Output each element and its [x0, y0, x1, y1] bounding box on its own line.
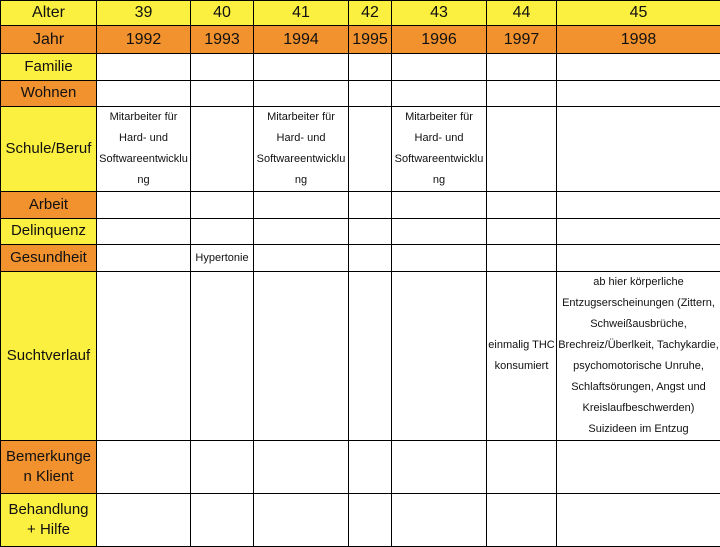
row-label-line: + Hilfe — [1, 520, 96, 540]
empty-cell — [349, 54, 392, 81]
cell-line: Hard- und — [97, 128, 190, 149]
row-label-line: Behandlung — [1, 500, 96, 520]
familie-row — [1, 54, 720, 81]
empty-cell — [487, 192, 557, 219]
arbeit-row — [1, 192, 720, 219]
empty-cell — [557, 219, 720, 245]
sucht-cell-1998 — [557, 272, 720, 441]
cell-line: ab hier körperliche — [557, 272, 720, 293]
empty-cell — [557, 54, 720, 81]
empty-cell — [392, 272, 487, 441]
cell-line: konsumiert — [487, 356, 556, 377]
jahr-label: Jahr — [1, 26, 97, 54]
wohnen-row — [1, 81, 720, 107]
empty-cell — [254, 81, 349, 107]
cell-line: Hard- und — [392, 128, 486, 149]
empty-cell — [191, 219, 254, 245]
empty-cell — [557, 192, 720, 219]
age-cell: 45 — [557, 1, 720, 26]
empty-cell — [191, 81, 254, 107]
cell-line: Softwareentwicklu — [97, 149, 190, 170]
empty-cell — [191, 107, 254, 192]
empty-cell — [97, 245, 191, 272]
empty-cell — [254, 245, 349, 272]
row-label-gesundheit: Gesundheit — [1, 245, 97, 272]
empty-cell — [392, 54, 487, 81]
empty-cell — [191, 192, 254, 219]
empty-cell — [254, 54, 349, 81]
empty-cell — [557, 494, 720, 547]
cell-line: Softwareentwicklu — [392, 149, 486, 170]
age-cell: 39 — [97, 1, 191, 26]
empty-cell — [557, 107, 720, 192]
cell-line: Schweißausbrüche, — [557, 314, 720, 335]
bemerkungen-row — [1, 441, 720, 494]
row-label-wohnen: Wohnen — [1, 81, 97, 107]
cell-line: einmalig THC — [487, 335, 556, 356]
empty-cell — [191, 54, 254, 81]
row-label-line: n Klient — [1, 467, 96, 487]
alter-row — [1, 1, 720, 26]
cell-line: Softwareentwicklu — [254, 149, 348, 170]
age-cell: 42 — [349, 1, 392, 26]
empty-cell — [254, 441, 349, 494]
empty-cell — [254, 219, 349, 245]
cell-line: Mitarbeiter für — [392, 107, 486, 128]
row-label-behandlung — [1, 494, 97, 547]
empty-cell — [349, 272, 392, 441]
year-cell: 1994 — [254, 26, 349, 54]
age-cell: 40 — [191, 1, 254, 26]
cell-line: ng — [392, 170, 486, 191]
suchtverlauf-row — [1, 272, 720, 441]
schule-cell-1994 — [254, 107, 349, 192]
year-cell: 1998 — [557, 26, 720, 54]
row-label-line: Bemerkunge — [1, 447, 96, 467]
cell-line: ng — [97, 170, 190, 191]
delinquenz-row — [1, 219, 720, 245]
empty-cell — [392, 441, 487, 494]
empty-cell — [392, 81, 487, 107]
row-label-delinquenz: Delinquenz — [1, 219, 97, 245]
cell-line: Suizideen im Entzug — [557, 419, 720, 440]
empty-cell — [97, 272, 191, 441]
sucht-cell-1997 — [487, 272, 557, 441]
cell-line: Kreislaufbeschwerden) — [557, 398, 720, 419]
cell-line: Mitarbeiter für — [97, 107, 190, 128]
year-cell: 1996 — [392, 26, 487, 54]
empty-cell — [557, 81, 720, 107]
empty-cell — [97, 494, 191, 547]
empty-cell — [254, 272, 349, 441]
cell-line: Entzugserscheinungen (Zittern, — [557, 293, 720, 314]
empty-cell — [191, 272, 254, 441]
empty-cell — [254, 192, 349, 219]
empty-cell — [392, 494, 487, 547]
year-cell: 1993 — [191, 26, 254, 54]
empty-cell — [97, 54, 191, 81]
empty-cell — [557, 245, 720, 272]
empty-cell — [349, 219, 392, 245]
empty-cell — [97, 441, 191, 494]
empty-cell — [392, 192, 487, 219]
cell-line: ng — [254, 170, 348, 191]
gesundheit-cell-1993: Hypertonie — [191, 245, 254, 272]
cell-line: psychomotorische Unruhe, — [557, 356, 720, 377]
row-label-arbeit: Arbeit — [1, 192, 97, 219]
row-label-suchtverlauf: Suchtverlauf — [1, 272, 97, 441]
jahr-row — [1, 26, 720, 54]
year-cell: 1995 — [349, 26, 392, 54]
empty-cell — [487, 441, 557, 494]
schule-cell-1996 — [392, 107, 487, 192]
empty-cell — [349, 245, 392, 272]
row-label-bemerkungen — [1, 441, 97, 494]
empty-cell — [349, 107, 392, 192]
row-label-familie: Familie — [1, 54, 97, 81]
empty-cell — [392, 245, 487, 272]
empty-cell — [487, 494, 557, 547]
year-cell: 1992 — [97, 26, 191, 54]
cell-line: Hard- und — [254, 128, 348, 149]
empty-cell — [349, 441, 392, 494]
cell-line: Brechreiz/Überlkeit, Tachykardie, — [557, 335, 720, 356]
age-cell: 44 — [487, 1, 557, 26]
year-cell: 1997 — [487, 26, 557, 54]
empty-cell — [487, 107, 557, 192]
schule-cell-1992 — [97, 107, 191, 192]
schule-beruf-row — [1, 107, 720, 192]
empty-cell — [97, 219, 191, 245]
empty-cell — [557, 441, 720, 494]
behandlung-row — [1, 494, 720, 547]
empty-cell — [392, 219, 487, 245]
age-cell: 43 — [392, 1, 487, 26]
empty-cell — [349, 494, 392, 547]
empty-cell — [191, 494, 254, 547]
row-label-schule-beruf: Schule/Beruf — [1, 107, 97, 192]
empty-cell — [349, 192, 392, 219]
alter-label: Alter — [1, 1, 97, 26]
empty-cell — [487, 245, 557, 272]
empty-cell — [97, 192, 191, 219]
cell-line: Mitarbeiter für — [254, 107, 348, 128]
empty-cell — [487, 219, 557, 245]
empty-cell — [254, 494, 349, 547]
empty-cell — [487, 81, 557, 107]
empty-cell — [487, 54, 557, 81]
empty-cell — [349, 81, 392, 107]
empty-cell — [97, 81, 191, 107]
cell-line: Schlaftsörungen, Angst und — [557, 377, 720, 398]
empty-cell — [191, 441, 254, 494]
gesundheit-row — [1, 245, 720, 272]
age-cell: 41 — [254, 1, 349, 26]
